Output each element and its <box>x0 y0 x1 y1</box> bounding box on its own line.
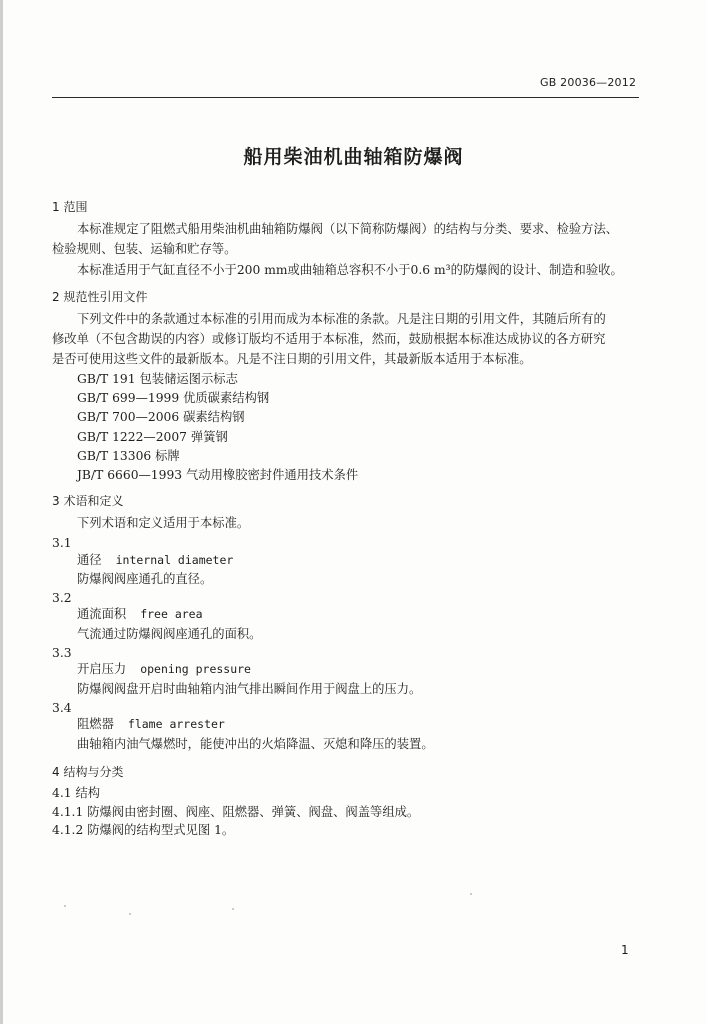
term-definition: 防爆阀阀盘开启时曲轴箱内油气排出瞬间作用于阀盘上的压力。 <box>77 682 422 696</box>
term-entry <box>77 662 251 676</box>
clause-item: 4.1.1 防爆阀由密封圈、阀座、阻燃器、弹簧、阀盘、阀盖等组成。 <box>52 805 420 819</box>
page-number: 1 <box>621 943 629 957</box>
term-chinese: 通流面积 <box>77 607 127 621</box>
reference-item: GB/T 13306 标牌 <box>77 449 180 463</box>
document-title: 船用柴油机曲轴箱防爆阀 <box>243 146 464 168</box>
term-chinese: 阻燃器 <box>77 717 114 731</box>
section-3-intro: 下列术语和定义适用于本标准。 <box>77 516 250 530</box>
term-number: 3.2 <box>52 591 72 605</box>
section-1-heading: 1 范围 <box>52 200 88 214</box>
scan-speck <box>129 913 131 915</box>
term-definition: 防爆阀阀座通孔的直径。 <box>77 572 213 586</box>
clause-item: 4.1.2 防爆阀的结构型式见图 1。 <box>52 823 235 837</box>
header-rule <box>52 97 639 98</box>
section-1-paragraph-line: 本标准规定了阻燃式船用柴油机曲轴箱防爆阀（以下简称防爆阀）的结构与分类、要求、检验方法、 <box>77 222 619 236</box>
term-chinese: 通径 <box>77 553 102 567</box>
section-1-paragraph-line: 检验规则、包装、运输和贮存等。 <box>52 242 237 256</box>
document-code: GB 20036—2012 <box>540 76 637 89</box>
section-2-heading: 2 规范性引用文件 <box>52 290 148 304</box>
section-4-heading: 4 结构与分类 <box>52 765 124 779</box>
term-english: flame arrester <box>127 717 225 731</box>
term-english: opening pressure <box>140 662 251 676</box>
section-2-paragraph-line: 修改单（不包含勘误的内容）或修订版均不适用于本标准，然而，鼓励根据本标准达成协议的各方研究 <box>52 332 606 346</box>
term-entry <box>77 717 225 731</box>
term-english: free area <box>140 607 203 621</box>
section-2-paragraph-line: 下列文件中的条款通过本标准的引用而成为本标准的条款。凡是注日期的引用文件，其随后所有的 <box>77 312 606 326</box>
subsection-heading: 4.1 结构 <box>52 786 101 800</box>
reference-item: GB/T 699—1999 优质碳素结构钢 <box>77 391 270 405</box>
term-chinese: 开启压力 <box>77 662 127 676</box>
section-2-paragraph-line: 是否可使用这些文件的最新版本。凡是不注日期的引用文件，其最新版本适用于本标准。 <box>52 352 532 366</box>
scan-speck <box>64 905 66 907</box>
reference-item: JB/T 6660—1993 气动用橡胶密封件通用技术条件 <box>77 468 359 482</box>
reference-item: GB/T 1222—2007 弹簧钢 <box>77 430 228 444</box>
scan-speck <box>470 893 472 895</box>
term-number: 3.4 <box>52 701 72 715</box>
reference-item: GB/T 700—2006 碳素结构钢 <box>77 410 245 424</box>
term-entry <box>77 553 233 567</box>
term-number: 3.3 <box>52 646 72 660</box>
scan-speck <box>232 908 234 910</box>
reference-item: GB/T 191 包装储运图示标志 <box>77 372 238 386</box>
section-1-paragraph-line: 本标准适用于气缸直径不小于200 mm或曲轴箱总容积不小于0.6 m³的防爆阀的设计、制造和验收。 <box>77 263 623 277</box>
section-3-heading: 3 术语和定义 <box>52 494 124 508</box>
term-entry <box>77 607 203 621</box>
term-number: 3.1 <box>52 536 72 550</box>
term-definition: 曲轴箱内油气爆燃时，能使冲出的火焰降温、灭熄和降压的装置。 <box>77 737 434 751</box>
term-definition: 气流通过防爆阀阀座通孔的面积。 <box>77 627 262 641</box>
term-english: internal diameter <box>115 553 234 567</box>
